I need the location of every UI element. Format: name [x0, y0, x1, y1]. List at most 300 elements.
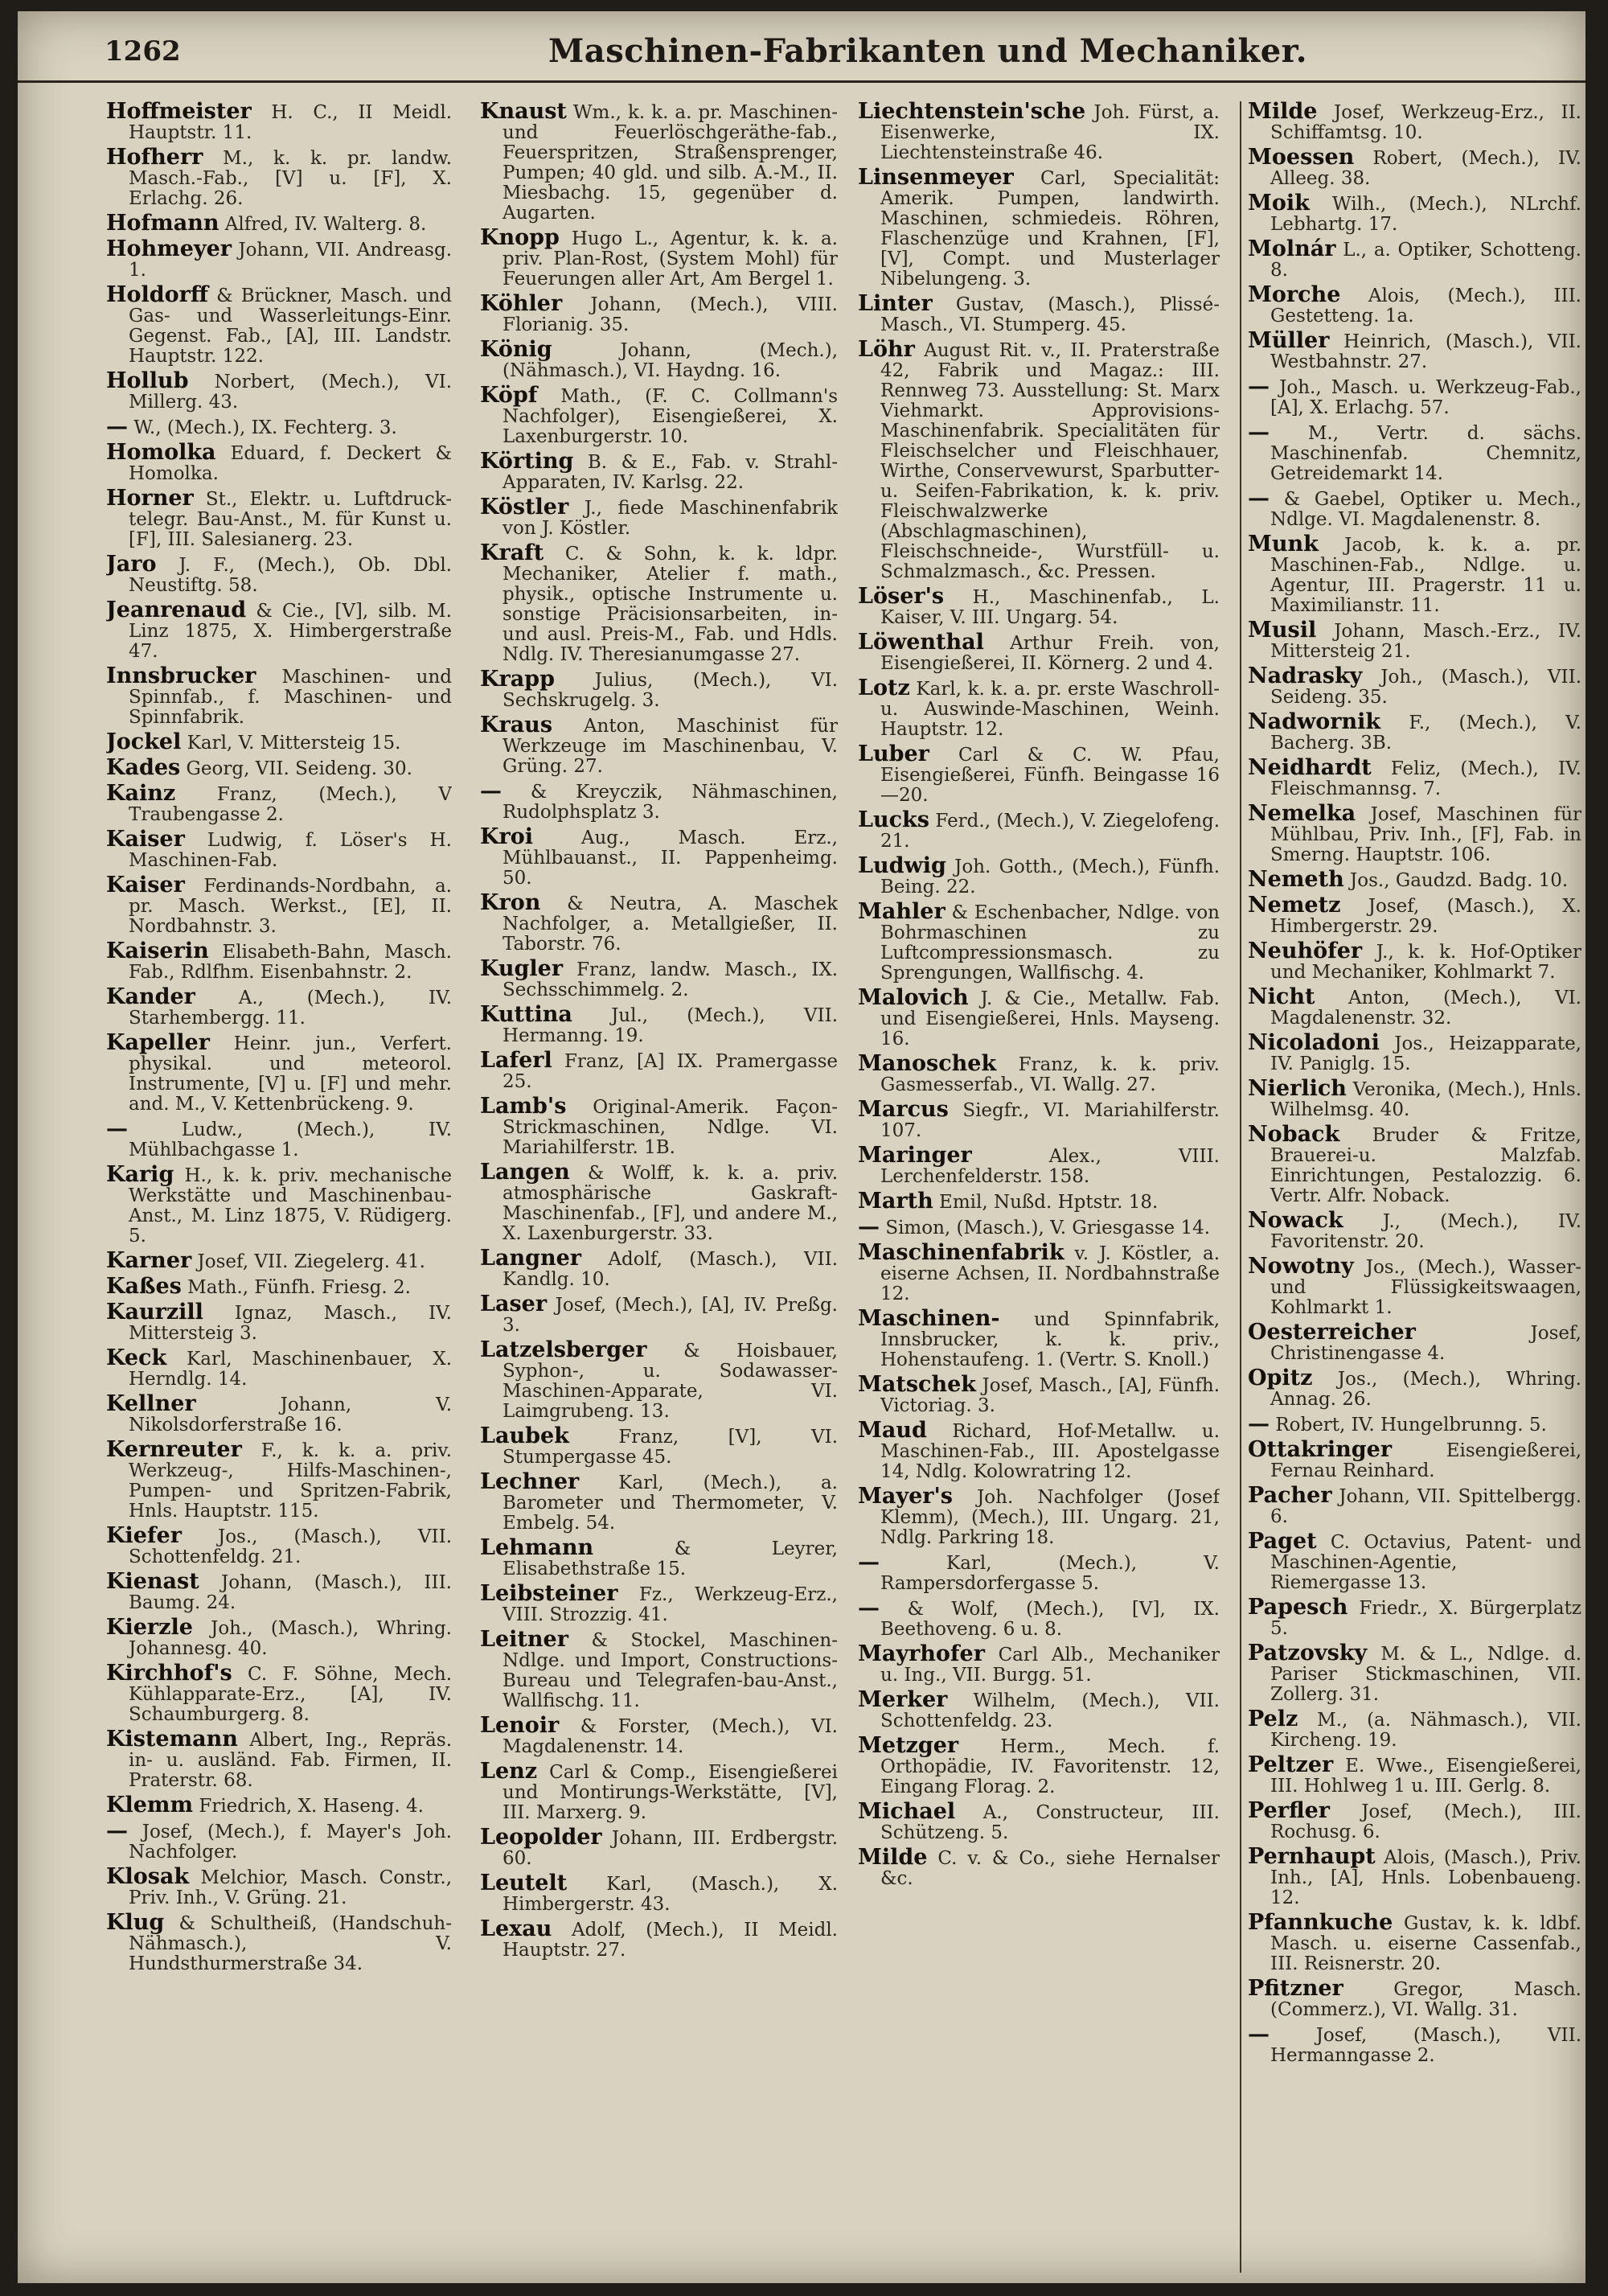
- entry-details: Josef, (Masch.), VII. Hermanngasse 2.: [1270, 2025, 1581, 2066]
- entry-name: Löser's: [858, 584, 945, 609]
- entry-details: Josef, Werkzeug-Erz., II. Schiffamtsg. 10.: [1270, 102, 1581, 143]
- entry-name: Karner: [106, 1248, 192, 1273]
- entry-details: Julius, (Mech.), VI. Sechskrugelg. 3.: [503, 670, 838, 711]
- entry-name: Kainz: [106, 781, 176, 806]
- entry-details: Herm., Mech. f. Orthopädie, IV. Favoritenstr. 12, Eingang Florag. 2.: [880, 1736, 1220, 1797]
- directory-entry: [858, 1552, 1220, 1594]
- entry-name: Laferl: [480, 1048, 552, 1073]
- entry-name: Mayer's: [858, 1484, 953, 1509]
- entry-name: Peltzer: [1248, 1752, 1334, 1777]
- entry-name: Hofherr: [106, 145, 203, 170]
- directory-entry: [106, 442, 452, 484]
- entry-details: & Schultheiß, (Handschuh-Nähmasch.), V. Hundsthurmerstraße 34.: [129, 1913, 452, 1974]
- entry-name: Klug: [106, 1910, 165, 1935]
- entry-details: & Kreyczik, Nähmaschinen, Rudolphsplatz 3.: [503, 782, 838, 823]
- directory-entry: [106, 829, 452, 871]
- entry-details: Heinr. jun., Verfert. physikal. und meteorol. Instrumente, [V] u. [F] und mehr. and. M., V. Kettenbrückeng. 9.: [129, 1033, 452, 1115]
- entry-details: Jacob, k. k. a. pr. Maschinen-Fab., Ndlge. u. Agentur, III. Pragerstr. 11 u. Maximilianstr. 11.: [1270, 535, 1581, 616]
- entry-details: Emil, Nußd. Hptstr. 18.: [939, 1192, 1159, 1213]
- page-title: Maschinen-Fabrikanten und Mechaniker.: [548, 32, 1307, 70]
- entry-name: Pacher: [1248, 1483, 1332, 1508]
- entry-details: Robert, (Mech.), IV. Alleeg. 38.: [1270, 148, 1581, 189]
- entry-name: Löwenthal: [858, 630, 984, 655]
- directory-entry: [1248, 422, 1581, 484]
- entry-name: Latzelsberger: [480, 1337, 647, 1362]
- directory-entry: [106, 147, 452, 209]
- entry-name: —: [1248, 1411, 1270, 1436]
- entry-details: Albert, Ing., Repräs. in- u. ausländ. Fab. Firmen, II. Praterstr. 68.: [129, 1730, 452, 1791]
- entry-details: Joh. Nachfolger (Josef Klemm), (Mech.), III. Ungarg. 21, Ndlg. Parkring 18.: [880, 1487, 1220, 1548]
- directory-entry: [858, 1374, 1220, 1416]
- entry-name: Mahler: [858, 899, 946, 924]
- directory-entry: [1248, 488, 1581, 530]
- entry-details: & Stockel, Maschinen-Ndlge. und Import, Constructions-Bureau und Telegrafen-bau-Anst., Wallfischg. 11.: [503, 1630, 838, 1711]
- directory-entry: [480, 540, 838, 665]
- entry-name: Linsenmeyer: [858, 165, 1014, 190]
- directory-entry: [106, 488, 452, 550]
- directory-entry: [858, 1308, 1220, 1370]
- entry-name: Luber: [858, 741, 929, 766]
- directory-entry: [858, 1214, 1220, 1239]
- directory-page: [18, 11, 1585, 2283]
- directory-entry: [480, 824, 838, 889]
- entry-name: Keck: [106, 1345, 167, 1370]
- entry-details: Alois, (Masch.), Priv. Inh., [A], Hnls. Lobenbaueng. 12.: [1270, 1847, 1581, 1908]
- entry-name: Nowack: [1248, 1208, 1343, 1233]
- entry-details: F., (Mech.), V. Bacherg. 3B.: [1270, 713, 1581, 754]
- directory-entry: [480, 1248, 838, 1290]
- directory-entry: [480, 497, 838, 539]
- entry-details: Josef, (Mech.), f. Mayer's Joh. Nachfolger.: [129, 1822, 452, 1863]
- directory-entry: [480, 451, 838, 493]
- entry-details: & Gaebel, Optiker u. Mech., Ndlge. VI. Magdalenenstr. 8.: [1270, 489, 1581, 530]
- entry-name: Jeanrenaud: [106, 598, 247, 622]
- directory-entry: [1248, 1437, 1581, 1481]
- entry-details: Original-Amerik. Façon-Strickmaschinen, Ndlge. VI. Mariahilferstr. 1B.: [503, 1097, 838, 1158]
- entry-name: Körting: [480, 449, 574, 474]
- entry-details: Norbert, (Mech.), VI. Millerg. 43.: [129, 372, 452, 413]
- directory-entry: [106, 1523, 452, 1567]
- directory-entry: [106, 1391, 452, 1436]
- entry-name: Kroi: [480, 824, 533, 849]
- entry-name: Milde: [858, 1845, 928, 1870]
- entry-name: Matschek: [858, 1372, 977, 1397]
- entry-name: Pelz: [1248, 1707, 1298, 1731]
- entry-details: Joh., (Masch.), VII. Seideng. 35.: [1270, 667, 1581, 708]
- directory-entry: [1248, 1709, 1581, 1751]
- directory-entry: [1248, 1531, 1581, 1593]
- directory-entry: [1248, 236, 1581, 281]
- column-1: [106, 101, 452, 2273]
- entry-name: Neuhöfer: [1248, 939, 1363, 963]
- entry-details: & Brückner, Masch. und Gas- und Wasserleitungs-Einr. Gegenst. Fab., [A], III. Landstr. Hauptstr. 122.: [129, 285, 452, 367]
- entry-name: Leopolder: [480, 1825, 602, 1850]
- directory-entry: [858, 291, 1220, 335]
- directory-entry: [480, 956, 838, 1000]
- entry-name: —: [858, 1550, 880, 1575]
- entry-details: Josef, (Mech.), [A], IV. Preßg. 3.: [503, 1295, 838, 1336]
- entry-details: Simon, (Masch.), V. Griesgasse 14.: [885, 1218, 1211, 1238]
- directory-entry: [106, 984, 452, 1029]
- entry-name: Kuttina: [480, 1002, 572, 1027]
- column-4: [1240, 101, 1581, 2273]
- directory-entry: [480, 1535, 838, 1579]
- entry-name: Knaust: [480, 101, 567, 124]
- entry-details: Johann, VII. Spittelbergg. 6.: [1270, 1486, 1581, 1527]
- entry-details: Joh. Gotth., (Mech.), Fünfh. Being. 22.: [880, 856, 1220, 897]
- directory-entry: [858, 1687, 1220, 1731]
- directory-entry: [1248, 1256, 1581, 1318]
- entry-name: Hofmann: [106, 211, 219, 236]
- entry-details: M., k. k. pr. landw. Masch.-Fab., [V] u. [F], X. Erlachg. 26.: [129, 148, 452, 209]
- entry-details: Ferdinands-Nordbahn, a. pr. Masch. Werkst., [E], II. Nordbahnstr. 3.: [129, 876, 452, 937]
- entry-name: Mayrhofer: [858, 1641, 985, 1666]
- entry-details: Friedrich, X. Haseng. 4.: [199, 1796, 424, 1817]
- entry-details: Hugo L., Agentur, k. k. a. priv. Plan-Rost, (System Mohl) für Feuerungen aller Art, Am Bergel 1.: [503, 228, 838, 290]
- entry-name: Maud: [858, 1418, 927, 1443]
- entry-details: C. Octavius, Patent- und Maschinen-Agentie, Riemergasse 13.: [1270, 1532, 1581, 1593]
- directory-entry: [858, 1735, 1220, 1797]
- entry-details: Jul., (Mech.), VII. Hermanng. 19.: [503, 1005, 838, 1046]
- entry-name: Molnár: [1248, 236, 1336, 261]
- entry-name: Merker: [858, 1687, 948, 1712]
- entry-details: M., (a. Nähmasch.), VII. Kircheng. 19.: [1270, 1710, 1581, 1751]
- entry-details: Wilhelm, (Mech.), VII. Schottenfeldg. 23.: [880, 1690, 1220, 1731]
- entry-details: J. F., (Mech.), Ob. Dbl. Neustiftg. 58.: [129, 555, 452, 596]
- directory-entry: [1248, 2024, 1581, 2066]
- directory-entry: [858, 741, 1220, 806]
- directory-entry: [106, 1345, 452, 1390]
- entry-details: Carl Alb., Mechaniker u. Ing., VII. Burgg. 51.: [880, 1645, 1220, 1686]
- entry-details: Johann, Masch.-Erz., IV. Mittersteig 21.: [1270, 621, 1581, 662]
- directory-entry: [106, 1302, 452, 1344]
- entry-name: Perfler: [1248, 1798, 1331, 1823]
- entry-name: Kades: [106, 755, 181, 780]
- directory-entry: [1248, 1485, 1581, 1527]
- entry-name: Maringer: [858, 1143, 972, 1168]
- entry-details: J., (Mech.), IV. Favoritenstr. 20.: [1270, 1211, 1581, 1252]
- entry-details: M. & L., Ndlge. d. Pariser Stickmaschinen, VII. Zollerg. 31.: [1270, 1644, 1581, 1705]
- entry-name: Metzger: [858, 1733, 959, 1758]
- entry-name: Leitner: [480, 1627, 568, 1652]
- entry-name: Kaurzill: [106, 1300, 203, 1325]
- entry-details: Math., (F. C. Collmann's Nachfolger), Eisengießerei, X. Laxenburgerstr. 10.: [503, 386, 838, 447]
- entry-name: Kistemann: [106, 1727, 238, 1752]
- directory-entry: [1248, 1643, 1581, 1705]
- entry-details: Fz., Werkzeug-Erz., VIII. Strozzig. 41.: [503, 1584, 838, 1625]
- entry-details: Johann, (Masch.), III. Baumg. 24.: [129, 1572, 452, 1613]
- entry-name: Lamb's: [480, 1094, 567, 1119]
- entry-name: Hohmeyer: [106, 236, 232, 261]
- entry-details: Veronika, (Mech.), Hnls. Wilhelmsg. 40.: [1270, 1079, 1581, 1120]
- entry-details: Siegfr., VI. Mariahilferstr. 107.: [880, 1100, 1220, 1141]
- directory-entry: [858, 1801, 1220, 1843]
- directory-entry: [1248, 1846, 1581, 1908]
- directory-entry: [480, 1583, 838, 1625]
- directory-entry: [480, 101, 838, 224]
- entry-name: Moessen: [1248, 145, 1355, 170]
- directory-entry: [106, 663, 452, 728]
- entry-details: Wilh., (Mech.), NLrchf. Lebhartg. 17.: [1270, 194, 1581, 235]
- directory-entry: [858, 1099, 1220, 1141]
- entry-name: Nemelka: [1248, 801, 1356, 826]
- directory-entry: [106, 875, 452, 937]
- directory-entry: [480, 715, 838, 777]
- entry-details: & Neutra, A. Maschek Nachfolger, a. Metallgießer, II. Taborstr. 76.: [503, 893, 838, 955]
- entry-name: Manoschek: [858, 1051, 997, 1076]
- entry-details: Ignaz, Masch., IV. Mittersteig 3.: [129, 1303, 452, 1344]
- entry-name: Neidhardt: [1248, 755, 1372, 780]
- entry-name: —: [1248, 374, 1270, 399]
- entry-name: Nadwornik: [1248, 709, 1381, 734]
- entry-name: Nicoladoni: [1248, 1030, 1380, 1055]
- entry-name: Paget: [1248, 1529, 1317, 1554]
- entry-name: Lechner: [480, 1469, 580, 1494]
- directory-entry: [1248, 895, 1581, 937]
- entry-details: Feliz, (Mech.), IV. Fleischmannsg. 7.: [1270, 758, 1581, 799]
- directory-entry: [858, 678, 1220, 740]
- entry-details: Gustav, (Masch.), Plissé-Masch., VI. Stumperg. 45.: [880, 294, 1220, 335]
- column-3: [858, 101, 1220, 2273]
- entry-details: Arthur Freih. von, Eisengießerei, II. Körnerg. 2 und 4.: [880, 633, 1220, 674]
- directory-entry: [106, 554, 452, 596]
- directory-entry: [480, 385, 838, 447]
- entry-details: E. Wwe., Eisengießerei, III. Hohlweg 1 u. III. Gerlg. 8.: [1270, 1756, 1581, 1797]
- entry-details: Josef, Maschinen für Mühlbau, Priv. Inh., [F], Fab. in Smerng. Hauptstr. 106.: [1270, 804, 1581, 865]
- entry-details: und Spinnfabrik, Innsbrucker, k. k. priv., Hohenstaufeng. 1. (Vertr. S. Knoll.): [880, 1309, 1220, 1370]
- directory-entry: [106, 1729, 452, 1791]
- entry-name: Klemm: [106, 1793, 194, 1817]
- directory-entry: [1248, 193, 1581, 235]
- entry-details: J., fiede Maschinenfabrik von J. Köstler.: [503, 498, 838, 539]
- directory-entry: [480, 1337, 838, 1422]
- directory-entry: [858, 1598, 1220, 1640]
- entry-details: Johann, V. Nikolsdorferstraße 16.: [129, 1394, 452, 1436]
- entry-name: Morche: [1248, 282, 1341, 307]
- entry-details: Jos., (Mech.), Wasser- und Flüssigkeitswaagen, Kohlmarkt 1.: [1270, 1257, 1581, 1318]
- directory-entry: [480, 225, 838, 290]
- directory-entry: [480, 1916, 838, 1961]
- entry-details: Josef, Christinengasse 4.: [1270, 1323, 1581, 1364]
- directory-entry: [1248, 1912, 1581, 1974]
- entry-details: Karl, Maschinenbauer, X. Herndlg. 14.: [129, 1349, 452, 1390]
- directory-entry: [1248, 1124, 1581, 1206]
- entry-details: Joh., (Masch.), Whring. Johannesg. 40.: [129, 1618, 452, 1659]
- directory-entry: [1248, 328, 1581, 372]
- directory-entry: [858, 101, 1220, 163]
- entry-name: Marth: [858, 1189, 933, 1214]
- entry-name: Kander: [106, 984, 195, 1009]
- entry-name: Lexau: [480, 1916, 552, 1941]
- entry-details: Carl, Specialität: Amerik. Pumpen, landwirth. Maschinen, schmiedeis. Röhren, Flaschenzüge und Krahnen, [F], [V], Compt. und Musterlager Nibelungeng. 3.: [880, 168, 1220, 290]
- entry-details: Franz, k. k. priv. Gasmesserfab., VI. Wallg. 27.: [880, 1054, 1220, 1095]
- entry-name: Opitz: [1248, 1366, 1313, 1390]
- entry-details: Josef, VII. Ziegelerg. 41.: [197, 1251, 425, 1272]
- directory-entry: [106, 1617, 452, 1659]
- directory-entry: [480, 1050, 838, 1092]
- directory-entry: [1248, 663, 1581, 708]
- directory-entry: [480, 1873, 838, 1915]
- entry-name: —: [1248, 2022, 1270, 2047]
- entry-details: C. v. & Co., siehe Hernalser &c.: [880, 1848, 1220, 1889]
- entry-name: —: [1248, 486, 1270, 511]
- directory-entry: [1248, 869, 1581, 891]
- entry-details: Karl, V. Mittersteig 15.: [187, 733, 401, 754]
- entry-details: & Hoisbauer, Syphon-, u. Sodawasser-Maschinen-Apparate, VI. Laimgrubeng. 13.: [503, 1341, 838, 1422]
- entry-name: Moik: [1248, 191, 1310, 216]
- entry-name: Maschinenfabrik: [858, 1240, 1064, 1265]
- entry-details: Anton, Maschinist für Werkzeuge im Maschinenbau, V. Grüng. 27.: [503, 716, 838, 777]
- entry-details: Karl, (Masch.), X. Himbergerstr. 43.: [503, 1874, 838, 1915]
- directory-entry: [858, 1486, 1220, 1548]
- entry-details: & Eschenbacher, Ndlge. von Bohrmaschinen zu Luftcompressionsmasch. zu Sprengungen, Wallfischg. 4.: [880, 902, 1220, 984]
- entry-name: Laser: [480, 1292, 548, 1316]
- entry-name: Holdorff: [106, 282, 209, 307]
- entry-details: Karl, (Mech.), V. Rampersdorfergasse 5.: [880, 1553, 1220, 1594]
- entry-name: Köpf: [480, 383, 538, 408]
- entry-name: Kellner: [106, 1391, 196, 1416]
- directory-entry: [1248, 1752, 1581, 1797]
- directory-entry: [106, 1248, 452, 1273]
- directory-entry: [858, 632, 1220, 674]
- entry-details: A., Constructeur, III. Schützeng. 5.: [880, 1802, 1220, 1843]
- entry-details: Franz, (Mech.), V Traubengasse 2.: [129, 784, 452, 825]
- directory-entry: [480, 1423, 838, 1468]
- entry-name: Milde: [1248, 101, 1318, 124]
- directory-entry: [858, 1051, 1220, 1095]
- directory-entry: [480, 669, 838, 711]
- entry-name: —: [858, 1214, 880, 1239]
- entry-details: C. & Sohn, k. k. ldpr. Mechaniker, Atelier f. math., physik., optische Instrumente u. sonstige Präcisionsarbeiten, in- und ausl. Preis-M., Fab. und Hdls. Ndlg. IV. Theresianumgasse 27.: [503, 544, 838, 665]
- directory-entry: [858, 1145, 1220, 1187]
- entry-name: Lehmann: [480, 1535, 594, 1560]
- directory-entry: [480, 1629, 838, 1711]
- entry-details: Karl, k. k. a. pr. erste Waschroll- u. Auswinde-Maschinen, Weinh. Hauptstr. 12.: [880, 679, 1220, 740]
- entry-name: Jockel: [106, 729, 182, 754]
- directory-entry: [480, 1162, 838, 1244]
- entry-name: Papesch: [1248, 1595, 1348, 1620]
- directory-entry: [1248, 147, 1581, 189]
- entry-details: Melchior, Masch. Constr., Priv. Inh., V. Grüng. 21.: [129, 1867, 452, 1908]
- entry-details: J. & Cie., Metallw. Fab. und Eisengießerei, Hnls. Mayseng. 16.: [880, 988, 1220, 1049]
- directory-entry: [1248, 534, 1581, 616]
- directory-entry: [858, 1420, 1220, 1482]
- entry-name: Kron: [480, 890, 541, 915]
- directory-entry: [480, 291, 838, 335]
- page-number: 1262: [105, 35, 181, 68]
- entry-details: Alois, (Mech.), III. Gestetteng. 1a.: [1270, 285, 1581, 327]
- entry-details: H., k. k. priv. mechanische Werkstätte und Maschinenbau-Anst., M. Linz 1875, V. Rüdigerg. 5.: [129, 1165, 452, 1247]
- entry-name: Liechtenstein'sche: [858, 101, 1086, 124]
- entry-name: Hoffmeister: [106, 101, 252, 124]
- entry-name: Malovich: [858, 985, 969, 1010]
- directory-entry: [858, 1641, 1220, 1686]
- directory-entry: [858, 899, 1220, 984]
- entry-name: Nemetz: [1248, 893, 1341, 918]
- entry-details: Josef, Masch., [A], Fünfh. Victoriag. 3.: [880, 1375, 1220, 1416]
- directory-entry: [858, 167, 1220, 290]
- entry-details: Gregor, Masch. (Commerz.), VI. Wallg. 31.: [1270, 1979, 1581, 2020]
- directory-entry: [480, 1469, 838, 1534]
- column-2: [480, 101, 838, 2273]
- entry-details: Elisabeth-Bahn, Masch. Fab., Rdlfhm. Eisenbahnstr. 2.: [129, 942, 452, 983]
- directory-entry: [858, 1191, 1220, 1213]
- directory-entry: [106, 1912, 452, 1974]
- entry-name: Patzovsky: [1248, 1641, 1368, 1666]
- entry-details: Franz, [V], VI. Stumpergasse 45.: [503, 1427, 838, 1468]
- entry-name: Lucks: [858, 807, 929, 832]
- entry-name: Kaiser: [106, 873, 185, 897]
- entry-details: Josef, (Masch.), X. Himbergerstr. 29.: [1270, 896, 1581, 937]
- entry-details: August Rit. v., II. Praterstraße 42, Fabrik und Magaz.: III. Rennweg 73. Ausstellung: St. Marx Viehmarkt. Approvisions-Maschinenfabrik. Specialitäten für Fleischselcher und Fleischhauer, Wirthe, Conservewurst, Sparbutter- u. Seifen-Fabrikation, k. k. priv. Fleischwalzwerke (Abschlagmaschinen), Fleischschneide-, Wurstfüll- u. Schmalzmasch., &c. Pressen.: [880, 340, 1220, 582]
- entry-name: Kaiser: [106, 827, 185, 852]
- directory-entry: [858, 1242, 1220, 1304]
- directory-entry: [106, 941, 452, 983]
- entry-details: Robert, IV. Hungelbrunng. 5.: [1275, 1415, 1547, 1436]
- entry-details: & Wolff, k. k. a. priv. atmosphärische Gaskraft-Maschinenfab., [F], und andere M., X. Laxenburgerstr. 33.: [503, 1163, 838, 1244]
- directory-entry: [1248, 1597, 1581, 1639]
- entry-details: Adolf, (Mech.), II Meidl. Hauptstr. 27.: [503, 1920, 838, 1961]
- entry-details: W., (Mech.), IX. Fechterg. 3.: [133, 417, 397, 438]
- entry-name: Kienast: [106, 1569, 199, 1594]
- directory-entry: [1248, 803, 1581, 865]
- entry-details: v. J. Köstler, a. eiserne Achsen, II. Nordbahnstraße 12.: [880, 1243, 1220, 1304]
- entry-name: Karig: [106, 1162, 174, 1187]
- directory-entry: [106, 101, 452, 143]
- directory-entry: [480, 1294, 838, 1336]
- entry-name: Pfannkuche: [1248, 1910, 1393, 1935]
- directory-entry: [106, 600, 452, 662]
- directory-entry: [1248, 1322, 1581, 1364]
- entry-details: Carl & Comp., Eisengießerei und Montirungs-Werkstätte, [V], III. Marxerg. 9.: [503, 1762, 838, 1823]
- directory-entry: [106, 236, 452, 281]
- entry-details: Carl & C. W. Pfau, Eisengießerei, Fünfh. Beingasse 16—20.: [880, 745, 1220, 806]
- entry-name: Oesterreicher: [1248, 1320, 1416, 1345]
- directory-entry: [106, 1795, 452, 1817]
- entry-name: Ottakringer: [1248, 1437, 1393, 1462]
- entry-name: Nowotny: [1248, 1254, 1354, 1279]
- entry-name: Krapp: [480, 667, 555, 692]
- directory-entry: [1248, 101, 1581, 143]
- directory-entry: [480, 778, 838, 823]
- entry-details: & Forster, (Mech.), VI. Magdalenenstr. 14.: [503, 1716, 838, 1757]
- entry-details: L., a. Optiker, Schotteng. 8.: [1270, 240, 1581, 281]
- directory-entry: [858, 1847, 1220, 1889]
- directory-entry: [858, 807, 1220, 852]
- entry-details: B. & E., Fab. v. Strahl-Apparaten, IV. Karlsg. 22.: [503, 452, 838, 493]
- entry-name: Pernhaupt: [1248, 1844, 1376, 1869]
- directory-entry: [1248, 376, 1581, 418]
- directory-entry: [480, 890, 838, 955]
- entry-details: Heinrich, (Masch.), VII. Westbahnstr. 27.: [1270, 331, 1581, 372]
- directory-entry: [106, 783, 452, 825]
- directory-entry: [106, 1030, 452, 1115]
- entry-name: Michael: [858, 1799, 956, 1824]
- entry-name: Kugler: [480, 956, 564, 981]
- entry-name: Maschinen-: [858, 1306, 1000, 1331]
- entry-name: Nierlich: [1248, 1076, 1347, 1101]
- entry-details: Ludw., (Mech.), IV. Mühlbachgasse 1.: [129, 1119, 452, 1160]
- entry-details: Eduard, f. Deckert & Homolka.: [129, 443, 452, 484]
- page-header: [18, 11, 1585, 83]
- entry-details: Aug., Masch. Erz., Mühlbauanst., II. Pappenheimg. 50.: [503, 828, 838, 889]
- directory-entry: [1248, 1978, 1581, 2020]
- entry-name: —: [106, 1818, 128, 1843]
- entry-name: Klosak: [106, 1864, 190, 1889]
- entry-name: Linter: [858, 291, 933, 316]
- entry-name: Kernreuter: [106, 1437, 242, 1462]
- entry-name: Homolka: [106, 440, 216, 465]
